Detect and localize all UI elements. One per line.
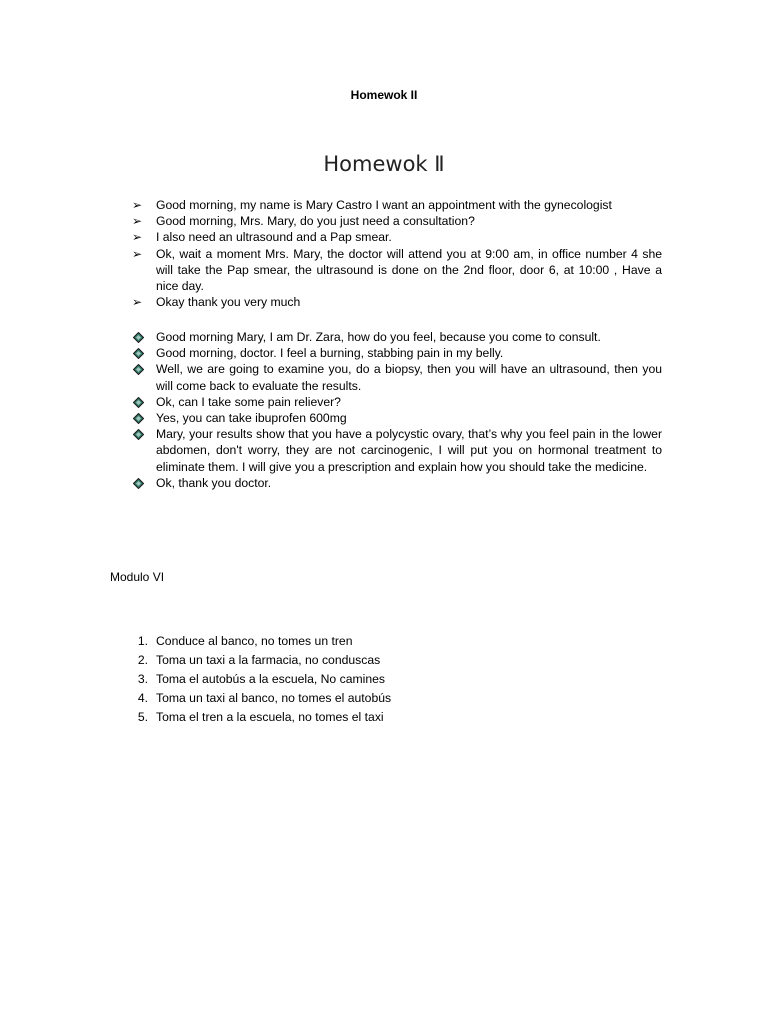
page-header-title: Homewok II: [350, 88, 418, 102]
numbered-list-item: [128, 632, 658, 651]
list-item-text: Good morning, my name is Mary Castro I want an appointment with the gynecologist: [156, 198, 612, 212]
list-item: [132, 213, 662, 229]
list-item: [132, 246, 662, 295]
list-item: [132, 394, 662, 410]
list-item-text: Toma el tren a la escuela, no tomes el taxi: [156, 710, 384, 724]
numbered-list-item: [128, 670, 658, 689]
list-item-text: I also need an ultrasound and a Pap smear.: [156, 230, 392, 245]
list-item-text: Good morning, doctor. I feel a burning, stabbing pain in my belly.: [156, 346, 504, 361]
list-item-text: Toma un taxi a la farmacia, no conduscas: [156, 653, 381, 667]
list-item: [132, 329, 662, 345]
list-item-text: Ok, thank you doctor.: [156, 475, 272, 490]
dialogue-list-2: [132, 329, 662, 491]
list-number: 2.: [137, 653, 148, 667]
list-item-text: Okay thank you very much: [156, 295, 301, 310]
list-item-text: Toma un taxi al banco, no tomes el autobús: [156, 691, 392, 705]
list-item-text: Toma el autobús a la escuela, No camines: [156, 672, 385, 686]
list-number: 1.: [137, 634, 148, 648]
list-item: [132, 410, 662, 426]
list-item: [132, 294, 662, 310]
numbered-list: [128, 632, 658, 727]
list-item-text: Yes, you can take ibuprofen 600mg: [156, 411, 347, 426]
arrow-bullet-icon: ➢: [132, 198, 143, 212]
list-item: [132, 345, 662, 361]
list-item-text: Ok, wait a moment Mrs. Mary, the doctor will attend you at 9:00 am, in office number 4 she will take the Pap smear, the ultrasound is done on the 2nd floor, door 6, at 10:00 , Have a nice day.: [156, 246, 662, 294]
section-label: Modulo VI: [110, 570, 165, 584]
list-item-text: Conduce al banco, no tomes un tren: [156, 634, 353, 648]
numbered-list-item: [128, 708, 658, 727]
document-title: Homewok Ⅱ: [323, 152, 445, 176]
list-item: [132, 229, 662, 245]
list-item: [132, 426, 662, 475]
arrow-bullet-icon: ➢: [132, 214, 143, 229]
list-number: 5.: [137, 710, 148, 724]
list-item-text: Ok, can I take some pain reliever?: [156, 394, 341, 409]
list-item: [132, 361, 662, 393]
list-item-text: Well, we are going to examine you, do a biopsy, then you will have an ultrasound, then you will come back to evaluate the results.: [156, 362, 662, 393]
list-item-text: Good morning, Mrs. Mary, do you just need a consultation?: [156, 214, 475, 229]
numbered-list-item: [128, 651, 658, 670]
arrow-bullet-icon: ➢: [132, 295, 143, 310]
list-number: 3.: [137, 672, 148, 686]
dialogue-list-1: [132, 197, 662, 310]
list-item-text: Good morning Mary, I am Dr. Zara, how do you feel, because you come to consult.: [156, 330, 601, 344]
list-item-text: Mary, your results show that you have a polycystic ovary, that’s why you feel pain in the lower abdomen, don't worry, they are not carcinogenic, I will put you on hormonal treatment to eliminate them. I will give you a prescription and explain how you should take the medicine.: [156, 427, 662, 474]
arrow-bullet-icon: ➢: [132, 246, 143, 261]
numbered-list-item: [128, 689, 658, 708]
list-item: [132, 197, 662, 213]
list-number: 4.: [137, 691, 148, 705]
list-item: [132, 475, 662, 491]
arrow-bullet-icon: ➢: [132, 230, 143, 245]
